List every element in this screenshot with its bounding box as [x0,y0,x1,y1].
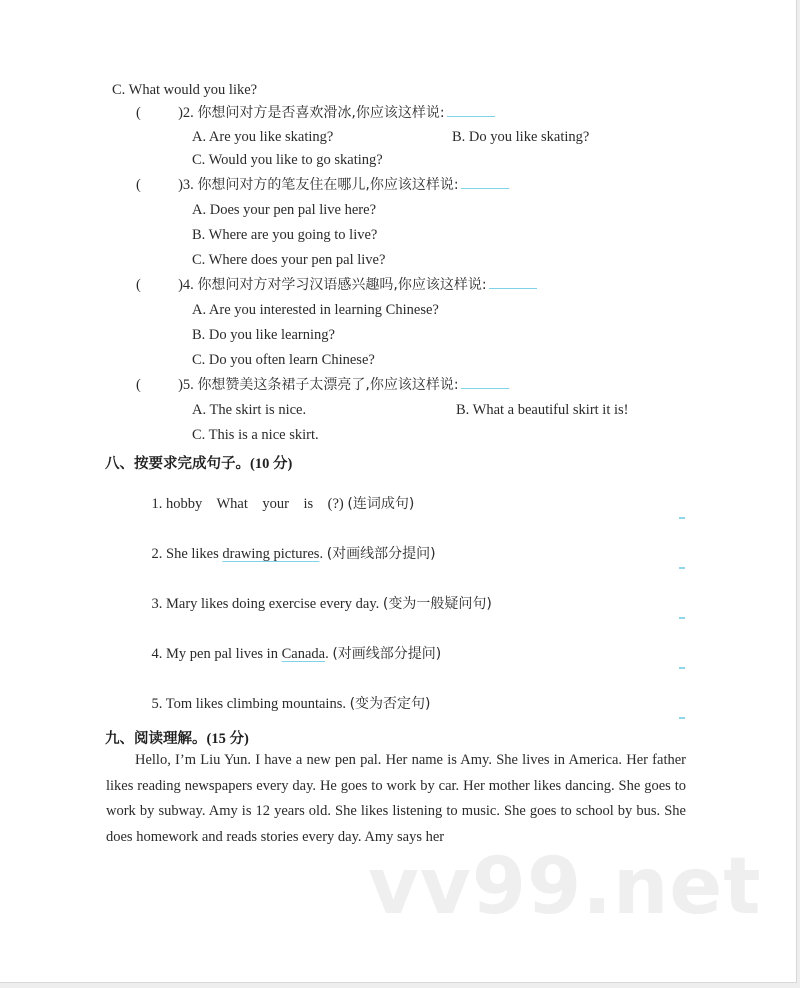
q5-option-a: A. The skirt is nice. [192,402,307,418]
section-8-title: 八、按要求完成句子。 [105,456,250,472]
question-prompt: 你想问对方对学习汉语感兴趣吗,你应该这样说: [197,277,487,293]
question-prompt: 你想问对方是否喜欢滑冰,你应该这样说: [197,105,445,121]
instruction: (变为一般疑问句) [382,596,492,612]
question-prompt: 你想赞美这条裙子太漂亮了,你应该这样说: [197,377,459,393]
answer-paren-open: ( [136,277,141,293]
s8-item-4: 4. My pen pal lives in Canada. (对画线部分提问) [151,646,442,662]
section-9-points: (15 分) [206,731,249,747]
s8-item-3: 3. Mary likes doing exercise every day. (变为一般疑问句) [151,596,492,612]
answer-paren-open: ( [136,377,141,393]
section-9-heading [105,727,249,748]
q2-option-a: A. Are you like skating? [192,129,334,145]
q3-option-b: B. Where are you going to live? [192,227,378,243]
q1-option-c: C. What would you like? [112,82,258,98]
instruction: (变为否定句) [349,696,431,712]
s8-item-1: 1. hobby What your is (?) (连词成句) [151,496,415,512]
answer-paren-open: ( [136,105,141,121]
question-prompt: 你想问对方的笔友住在哪儿,你应该这样说: [197,177,459,193]
answer-blank [447,104,495,117]
answer-line-marker [679,567,685,569]
underlined-phrase: Canada [281,646,326,662]
answer-paren-open: ( [136,177,141,193]
answer-line-marker [679,717,685,719]
question-number: )2. [178,105,194,121]
q5-option-b: B. What a beautiful skirt it is! [456,402,629,418]
answer-blank [489,276,537,289]
q4-option-b: B. Do you like learning? [192,327,335,343]
q4-option-a: A. Are you interested in learning Chinese? [192,302,439,318]
question-2 [136,104,495,122]
answer-line-marker [679,617,685,619]
question-number: )5. [178,377,194,393]
s8-item-5: 5. Tom likes climbing mountains. (变为否定句) [151,696,431,712]
section-8-heading [105,452,292,473]
q3-option-c: C. Where does your pen pal live? [192,252,386,268]
answer-line-marker [679,667,685,669]
q2-option-c: C. Would you like to go skating? [192,152,383,168]
instruction: (对画线部分提问) [332,646,442,662]
q3-option-a: A. Does your pen pal live here? [192,202,377,218]
q5-option-c: C. This is a nice skirt. [192,427,319,443]
instruction: (连词成句) [347,496,415,512]
q4-option-c: C. Do you often learn Chinese? [192,352,375,368]
question-5 [136,376,509,394]
watermark: vv99.net [368,842,762,932]
section-9-title: 九、阅读理解。 [105,731,207,747]
question-number: )4. [178,277,194,293]
answer-blank [461,376,509,389]
section-8-points: (10 分) [250,456,293,472]
answer-line-marker [679,517,685,519]
reading-passage: Hello, I’m Liu Yun. I have a new pen pal. Her name is Amy. She lives in America. Her father likes reading newspapers every day. He goes to work by car. Her mother likes dancing. She goes to work by subway. Amy is 12 years old. She likes listening to music. She goes to school by bus. She does homework and reads stories every day. Amy says her [106,752,686,845]
question-4 [136,276,537,294]
underlined-phrase: drawing pictures [222,546,320,562]
question-number: )3. [178,177,194,193]
instruction: (对画线部分提问) [326,546,436,562]
q2-option-b: B. Do you like skating? [452,129,590,145]
answer-blank [461,176,509,189]
s8-item-2: 2. She likes drawing pictures. (对画线部分提问) [151,546,436,562]
question-3 [136,176,509,194]
